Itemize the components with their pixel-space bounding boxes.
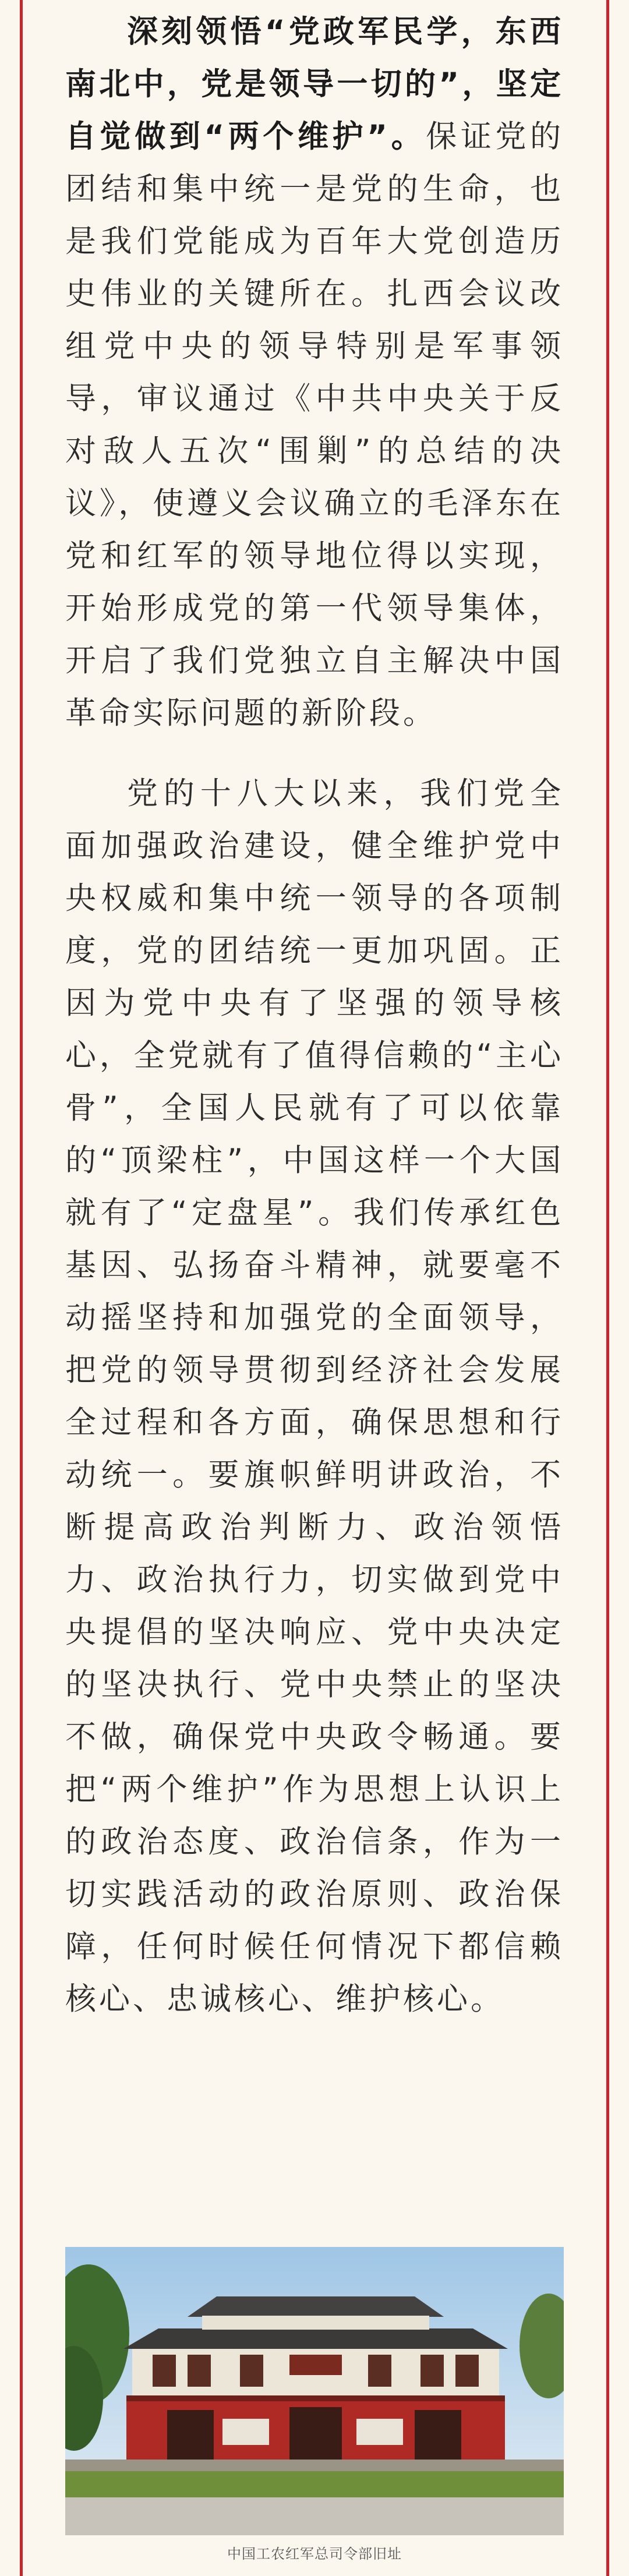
paragraph-1 xyxy=(65,6,564,740)
paragraph-2 xyxy=(65,768,564,2026)
left-red-border xyxy=(20,0,23,2576)
figure xyxy=(65,2247,564,2563)
paragraph-2-text: 党的十八大以来，我们党全面加强政治建设，健全维护党中央权威和集中统一领导的各项制度，党的团结统一更加巩固。正因为党中央有了坚强的领导核心，全党就有了值得信赖的“主心骨”，全国人民就有了可以依靠的“顶梁柱”，中国这样一个大国就有了“定盘星”。我们传承红色基因、弘扬奋斗精神，就要毫不动摇坚持和加强党的全面领导，把党的领导贯彻到经济社会发展全过程和各方面，确保思想和行动统一。要旗帜鲜明讲政治，不断提高政治判断力、政治领悟力、政治执行力，切实做到党中央提倡的坚决响应、党中央决定的坚决执行、党中央禁止的坚决不做，确保党中央政令畅通。要把“两个维护”作为思想上认识上的政治态度、政治信条，作为一切实践活动的政治原则、政治保障，任何时候任何情况下都信赖核心、忠诚核心、维护核心。 xyxy=(65,776,564,2017)
paragraph-1-lead: 深刻领悟“党政军民学，东西南北中，党是领导一切的”，坚定自觉做到“两个维护”。 xyxy=(65,14,564,154)
photo-caption: 中国工农红军总司令部旧址 xyxy=(227,2546,402,2562)
headquarters-photo xyxy=(65,2247,564,2535)
article-body xyxy=(65,6,564,2026)
paragraph-1-text: 保证党的团结和集中统一是党的生命，也是我们党能成为百年大党创造历史伟业的关键所在。扎西会议改组党中央的领导特别是军事领导，审议通过《中共中央关于反对敌人五次“围剿”的总结的决议》，使遵义会议确立的毛泽东在党和红军的领导地位得以实现，开始形成党的第一代领导集体，开启了我们党独立自主解决中国革命实际问题的新阶段。 xyxy=(65,119,564,731)
right-red-border xyxy=(606,0,609,2576)
